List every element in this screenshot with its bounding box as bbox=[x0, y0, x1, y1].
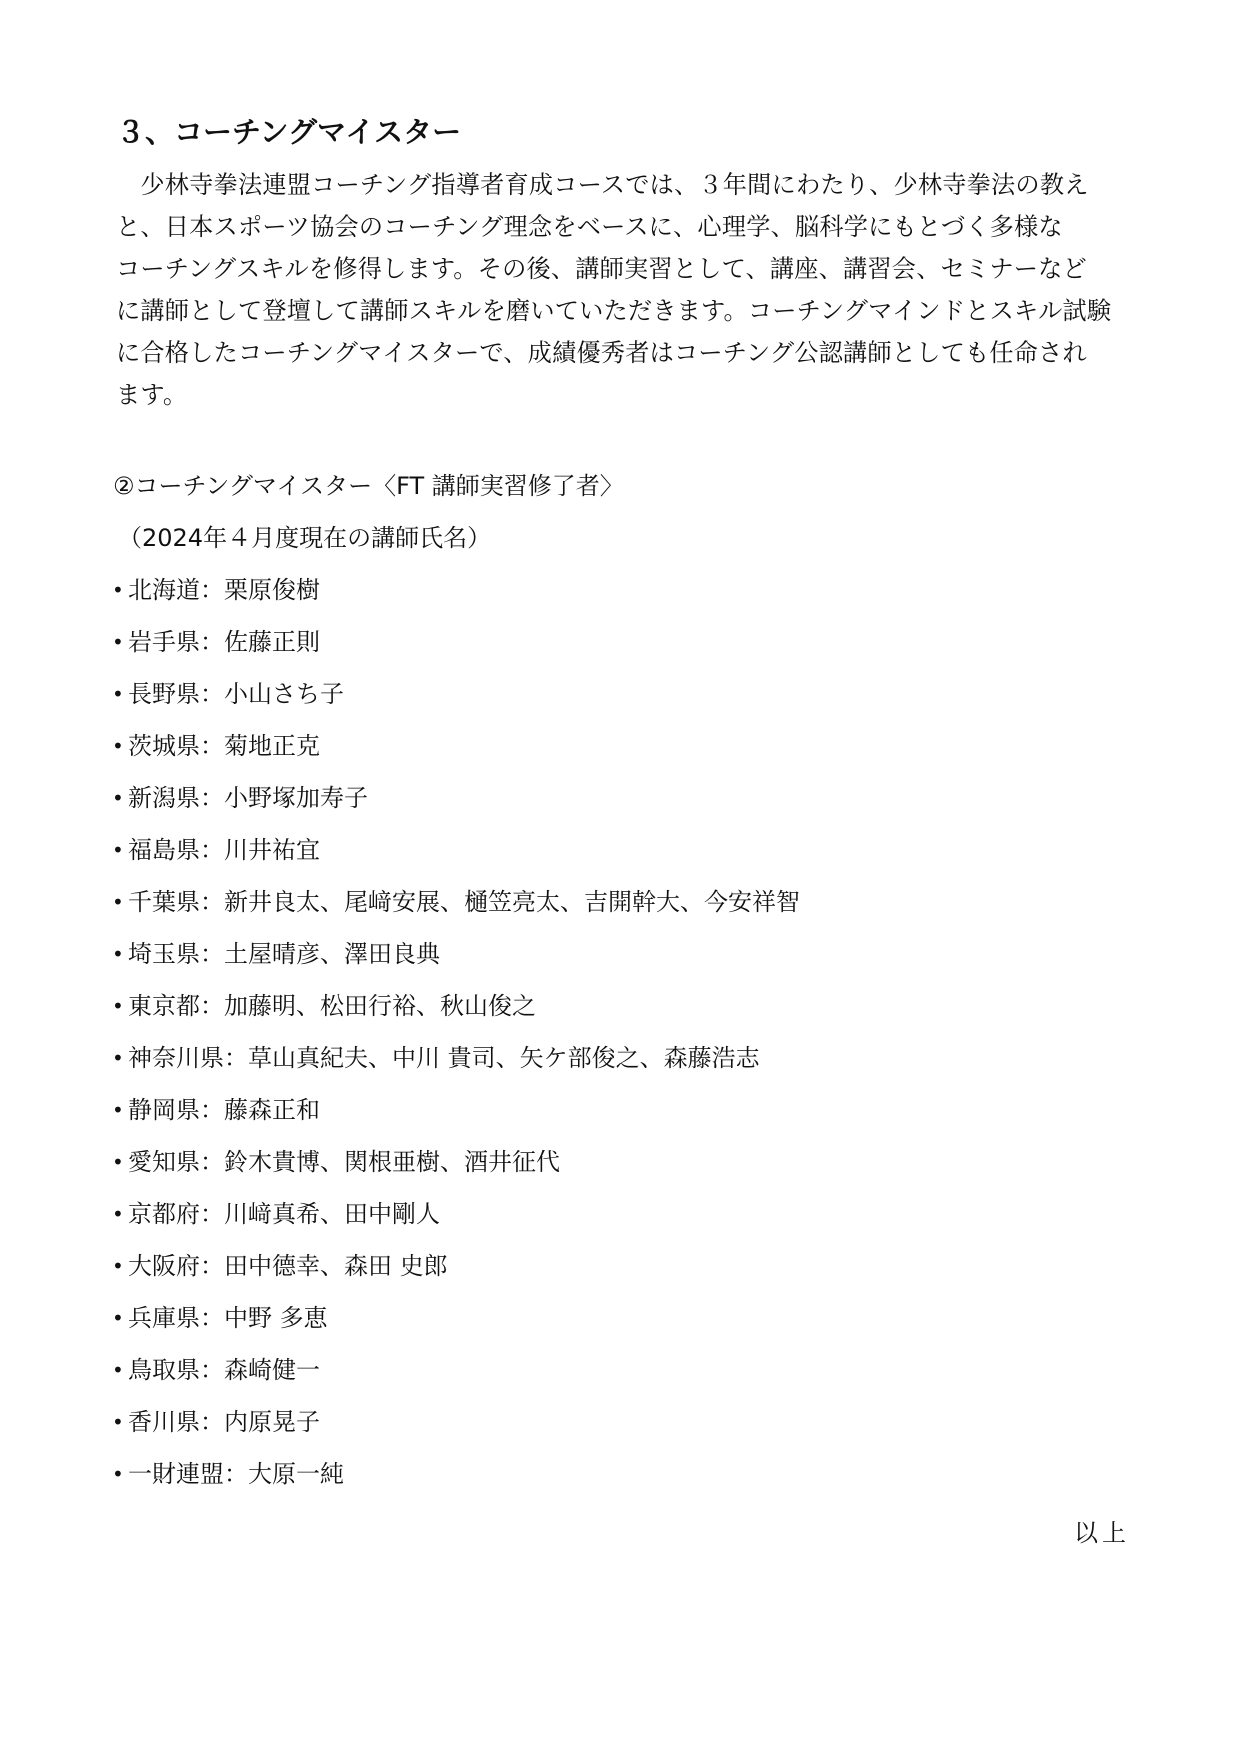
list-item-text: 兵庫県：中野 多恵 bbox=[128, 1304, 328, 1332]
list-item-text: 東京都：加藤明、松田行裕、秋山俊之 bbox=[128, 992, 536, 1020]
list-subheading: ②コーチングマイスター〈FT 講師実習修了者〉 bbox=[113, 472, 624, 500]
bullet-icon: • bbox=[112, 1462, 124, 1486]
bullet-icon: • bbox=[112, 682, 124, 706]
section-heading: ３、コーチングマイスター bbox=[116, 115, 462, 149]
list-item bbox=[112, 937, 800, 989]
list-item-text: 大阪府：田中德幸、森田 史郎 bbox=[128, 1252, 448, 1280]
list-item-text: 静岡県：藤森正和 bbox=[128, 1096, 320, 1124]
list-item bbox=[112, 677, 800, 729]
list-item bbox=[112, 1145, 800, 1197]
list-item bbox=[112, 781, 800, 833]
list-item bbox=[112, 729, 800, 781]
paragraph-line: と、日本スポーツ協会のコーチング理念をベースに、心理学、脳科学にもとづく多様な bbox=[116, 213, 1063, 241]
list-item bbox=[112, 1249, 800, 1301]
paragraph-line: に講師として登壇して講師スキルを磨いていただきます。コーチングマインドとスキル試験 bbox=[116, 297, 1112, 325]
list-item-text: 京都府：川﨑真希、田中剛人 bbox=[128, 1200, 440, 1228]
list-item-text: 神奈川県：草山真紀夫、中川 貴司、矢ケ部俊之、森藤浩志 bbox=[128, 1044, 760, 1072]
bullet-icon: • bbox=[112, 890, 124, 914]
list-item-text: 千葉県：新井良太、尾﨑安展、樋笠亮太、吉開幹大、今安祥智 bbox=[128, 888, 800, 916]
paragraph-line: 少林寺拳法連盟コーチング指導者育成コースでは、３年間にわたり、少林寺拳法の教え bbox=[116, 171, 1089, 199]
list-item bbox=[112, 1301, 800, 1353]
instructor-list bbox=[112, 573, 800, 1509]
list-item bbox=[112, 1457, 800, 1509]
list-item-text: 新潟県：小野塚加寿子 bbox=[128, 784, 368, 812]
bullet-icon: • bbox=[112, 942, 124, 966]
bullet-icon: • bbox=[112, 1202, 124, 1226]
list-item bbox=[112, 573, 800, 625]
list-item bbox=[112, 989, 800, 1041]
list-item-text: 北海道：栗原俊樹 bbox=[128, 576, 320, 604]
bullet-icon: • bbox=[112, 1254, 124, 1278]
bullet-icon: • bbox=[112, 734, 124, 758]
bullet-icon: • bbox=[112, 1410, 124, 1434]
closing-text: 以上 bbox=[1074, 1519, 1130, 1547]
paragraph-line: に合格したコーチングマイスターで、成績優秀者はコーチング公認講師としても任命され bbox=[116, 339, 1087, 367]
paragraph-line: コーチングスキルを修得します。その後、講師実習として、講座、講習会、セミナーなど bbox=[116, 255, 1087, 283]
list-item bbox=[112, 1093, 800, 1145]
list-item-text: 一財連盟：大原一純 bbox=[128, 1460, 344, 1488]
list-item bbox=[112, 1353, 800, 1405]
bullet-icon: • bbox=[112, 630, 124, 654]
list-item-text: 長野県：小山さち子 bbox=[128, 680, 344, 708]
bullet-icon: • bbox=[112, 1098, 124, 1122]
list-item bbox=[112, 1041, 800, 1093]
bullet-icon: • bbox=[112, 786, 124, 810]
list-item-text: 岩手県：佐藤正則 bbox=[128, 628, 320, 656]
date-note: （2024年４月度現在の講師氏名） bbox=[118, 524, 492, 552]
list-item bbox=[112, 885, 800, 937]
list-item bbox=[112, 625, 800, 677]
bullet-icon: • bbox=[112, 578, 124, 602]
list-item-text: 香川県：内原晃子 bbox=[128, 1408, 320, 1436]
list-item-text: 福島県：川井祐宜 bbox=[128, 836, 320, 864]
list-item bbox=[112, 1197, 800, 1249]
list-item bbox=[112, 1405, 800, 1457]
bullet-icon: • bbox=[112, 838, 124, 862]
bullet-icon: • bbox=[112, 1358, 124, 1382]
bullet-icon: • bbox=[112, 1306, 124, 1330]
list-item-text: 愛知県：鈴木貴博、関根亜樹、酒井征代 bbox=[128, 1148, 560, 1176]
bullet-icon: • bbox=[112, 994, 124, 1018]
list-item bbox=[112, 833, 800, 885]
paragraph-line: ます。 bbox=[116, 381, 188, 409]
list-item-text: 埼玉県：土屋晴彦、澤田良典 bbox=[128, 940, 440, 968]
intro-paragraph bbox=[116, 164, 1130, 416]
bullet-icon: • bbox=[112, 1046, 124, 1070]
bullet-icon: • bbox=[112, 1150, 124, 1174]
list-item-text: 鳥取県：森崎健一 bbox=[128, 1356, 320, 1384]
list-item-text: 茨城県：菊地正克 bbox=[128, 732, 320, 760]
